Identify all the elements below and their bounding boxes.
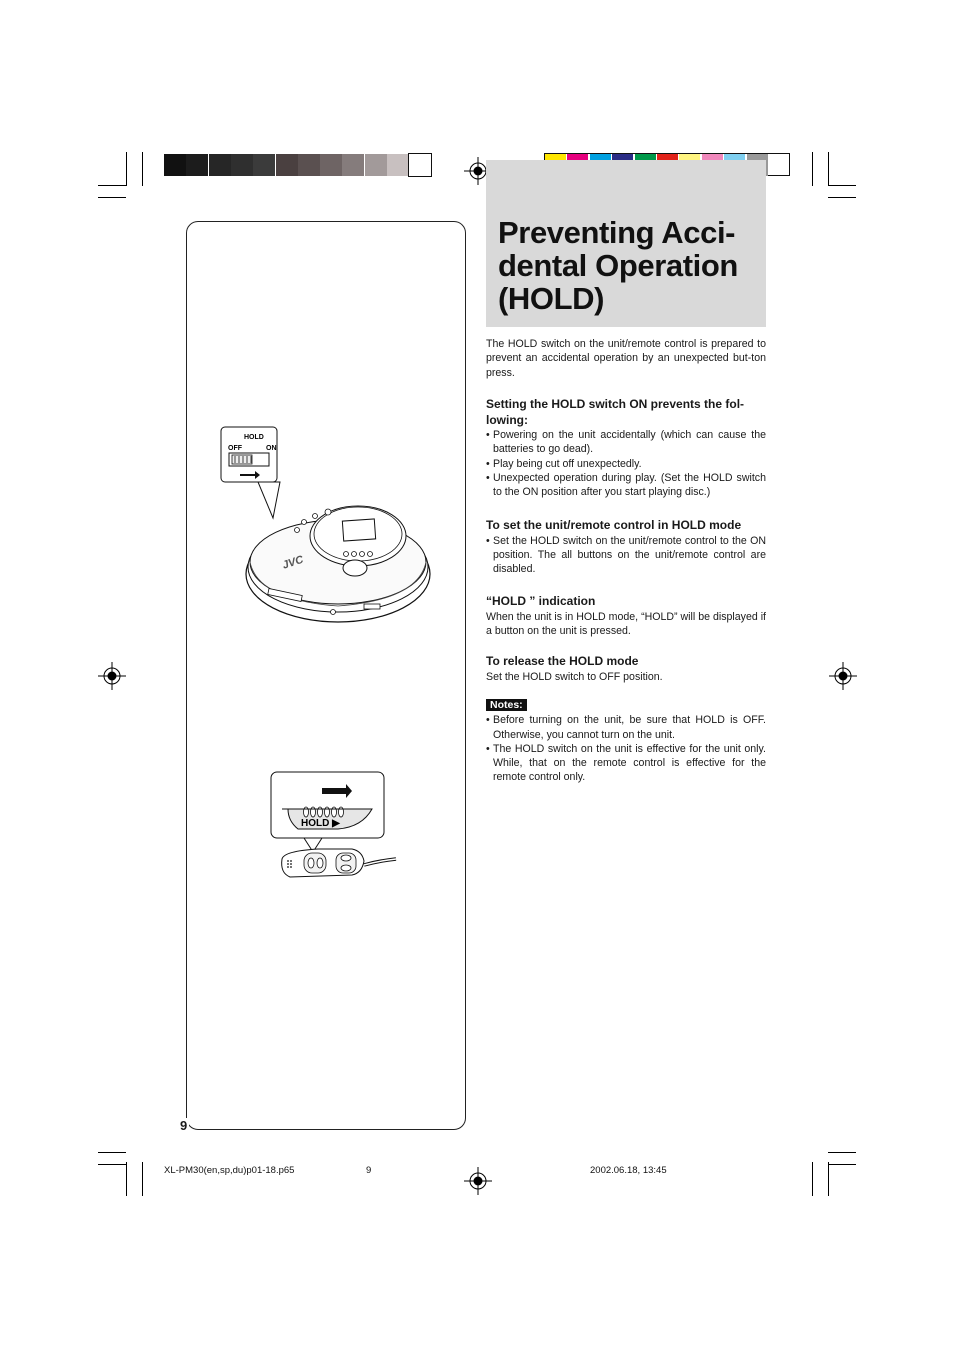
gray-swatch (186, 154, 208, 176)
footer-page: 9 (366, 1165, 372, 1176)
gray-swatch (231, 154, 253, 176)
crop-mark (142, 152, 143, 186)
hold-label: HOLD ▶ (301, 818, 340, 829)
crop-mark (828, 1164, 856, 1165)
crop-mark (126, 1162, 127, 1196)
registration-mark-icon (829, 662, 857, 690)
section-body: When the unit is in HOLD mode, “HOLD” will be displayed if a button on the unit is pressed. (486, 610, 766, 637)
intro-text: The HOLD switch on the unit/remote control is prepared to prevent an accidental operation by an unexpected but-ton press. (486, 338, 766, 379)
crop-mark (828, 197, 856, 198)
remote-illustration (268, 769, 398, 885)
list-item: • Unexpected operation during play. (Set the HOLD switch to the ON position after you start playing disc.) (486, 471, 766, 500)
registration-mark-icon (98, 662, 126, 690)
crop-mark (126, 152, 127, 186)
illustration-panel (186, 221, 466, 1130)
registration-mark-icon (464, 1167, 492, 1195)
crop-mark (98, 185, 126, 186)
cd-player-illustration (218, 424, 438, 624)
on-label: ON (266, 445, 277, 452)
footer-timestamp: 2002.06.18, 13:45 (590, 1165, 667, 1176)
title-line: Preventing Acci- (498, 215, 736, 250)
title-line: (HOLD) (498, 281, 605, 316)
section-set-hold (486, 518, 766, 576)
crop-mark (828, 152, 829, 186)
list-item: • Set the HOLD switch on the unit/remote control to the ON position. The all buttons on the unit/remote control are disabled. (486, 534, 766, 577)
section-heading: To release the HOLD mode (486, 654, 639, 668)
notes-badge: Notes: (486, 699, 527, 711)
gray-swatch (320, 154, 342, 176)
crop-mark (828, 1162, 829, 1196)
gray-swatch (164, 154, 186, 176)
list-item: • Before turning on the unit, be sure that HOLD is OFF. Otherwise, you cannot turn on the unit. (486, 713, 766, 742)
crop-mark (98, 1152, 126, 1153)
crop-mark (812, 1162, 813, 1196)
gray-swatch (409, 154, 431, 176)
section-body: Set the HOLD switch to OFF position. (486, 670, 663, 683)
list-item: • The HOLD switch on the unit is effective for the unit only. While, that on the remote control is effective for the remote control only. (486, 742, 766, 785)
brand-logo: JVC (280, 553, 306, 572)
section-setting (486, 397, 766, 499)
crop-mark (828, 1152, 856, 1153)
section-heading: To set the unit/remote control in HOLD mode (486, 518, 742, 532)
section-indication (486, 594, 766, 638)
section-heading: “HOLD ” indication (486, 594, 596, 608)
gray-swatch (365, 154, 387, 176)
footer-file: XL-PM30(en,sp,du)p01-18.p65 (164, 1165, 295, 1176)
crop-mark (98, 197, 126, 198)
section-release (486, 654, 766, 684)
crop-mark (828, 185, 856, 186)
gray-swatch (253, 154, 275, 176)
title-line: dental Operation (498, 248, 738, 283)
off-label: OFF (228, 445, 242, 452)
crop-mark (142, 1162, 143, 1196)
list-item: • Powering on the unit accidentally (which can cause the batteries to go dead). (486, 428, 766, 457)
crop-mark (812, 152, 813, 186)
page-title (498, 216, 763, 315)
page-number: 9 (180, 1118, 188, 1133)
notes-section (486, 698, 766, 785)
gray-swatch (387, 154, 409, 176)
gray-swatch (209, 154, 231, 176)
gray-swatch (342, 154, 364, 176)
list-item: • Play being cut off unexpectedly. (486, 457, 766, 471)
hold-switch-title: HOLD (244, 434, 264, 441)
gray-swatch (298, 154, 320, 176)
section-heading: Setting the HOLD switch ON prevents the fol-lowing: (486, 397, 745, 427)
gray-swatch (276, 154, 298, 176)
crop-mark (98, 1164, 126, 1165)
